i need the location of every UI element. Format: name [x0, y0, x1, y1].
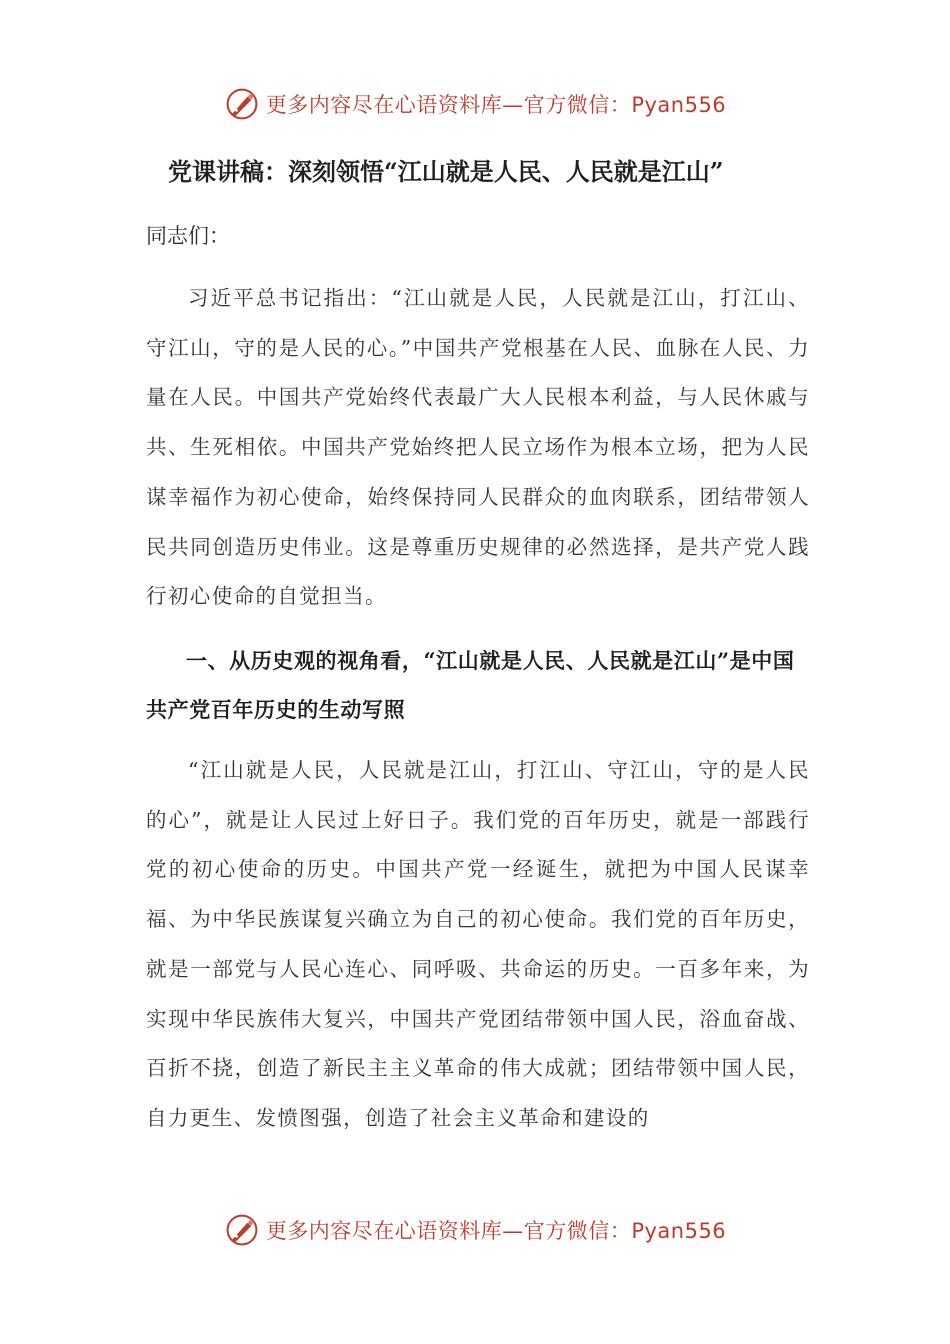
footer-banner-text — [266, 1215, 726, 1245]
header-wechat-id: Pyan556 — [631, 93, 727, 117]
document-title: 党课讲稿：深刻领悟“江山就是人民、人民就是江山” — [168, 157, 724, 186]
paragraph-2: “江山就是人民，人民就是江山，打江山、守江山，守的是人民的心”，就是让人民过上好日子。我们党的百年历史，就是一部践行党的初心使命的历史。中国共产党一经诞生，就把为中国人民谋幸福、为中华民族谋复兴确立为自己的初心使命。我们党的百年历史，就是一部党与人民心连心、同呼吸、共命运的历史。一百多年来，为实现中华民族伟大复兴，中国共产党团结带领中国人民，浴血奋战、百折不挠，创造了新民主主义革命的伟大成就；团结带领中国人民，自力更生、发愤图强，创造了社会主义革命和建设的 — [146, 758, 810, 1130]
pen-nib-icon — [224, 86, 260, 122]
footer-banner — [0, 1210, 950, 1250]
footer-wechat-id: Pyan556 — [631, 1219, 727, 1243]
pen-nib-icon — [224, 1212, 260, 1248]
header-banner-label: 更多内容尽在心语资料库—官方微信： — [265, 93, 632, 117]
salutation: 同志们： — [146, 224, 230, 248]
paragraph-1: 习近平总书记指出：“江山就是人民，人民就是江山，打江山、守江山，守的是人民的心。”中国共产党根基在人民、血脉在人民、力量在人民。中国共产党始终代表最广大人民根本利益，与人民休戚与共、生死相依。中国共产党始终把人民立场作为根本立场，把为人民谋幸福作为初心使命，始终保持同人民群众的血肉联系，团结带领人民共同创造历史伟业。这是尊重历史规律的必然选择，是共产党人践行初心使命的自觉担当。 — [146, 286, 810, 609]
footer-banner-label: 更多内容尽在心语资料库—官方微信： — [265, 1219, 632, 1243]
header-banner-text — [266, 89, 726, 119]
section-heading-1: 一、从历史观的视角看，“江山就是人民、人民就是江山”是中国共产党百年历史的生动写照 — [146, 648, 795, 722]
header-banner — [0, 84, 950, 124]
